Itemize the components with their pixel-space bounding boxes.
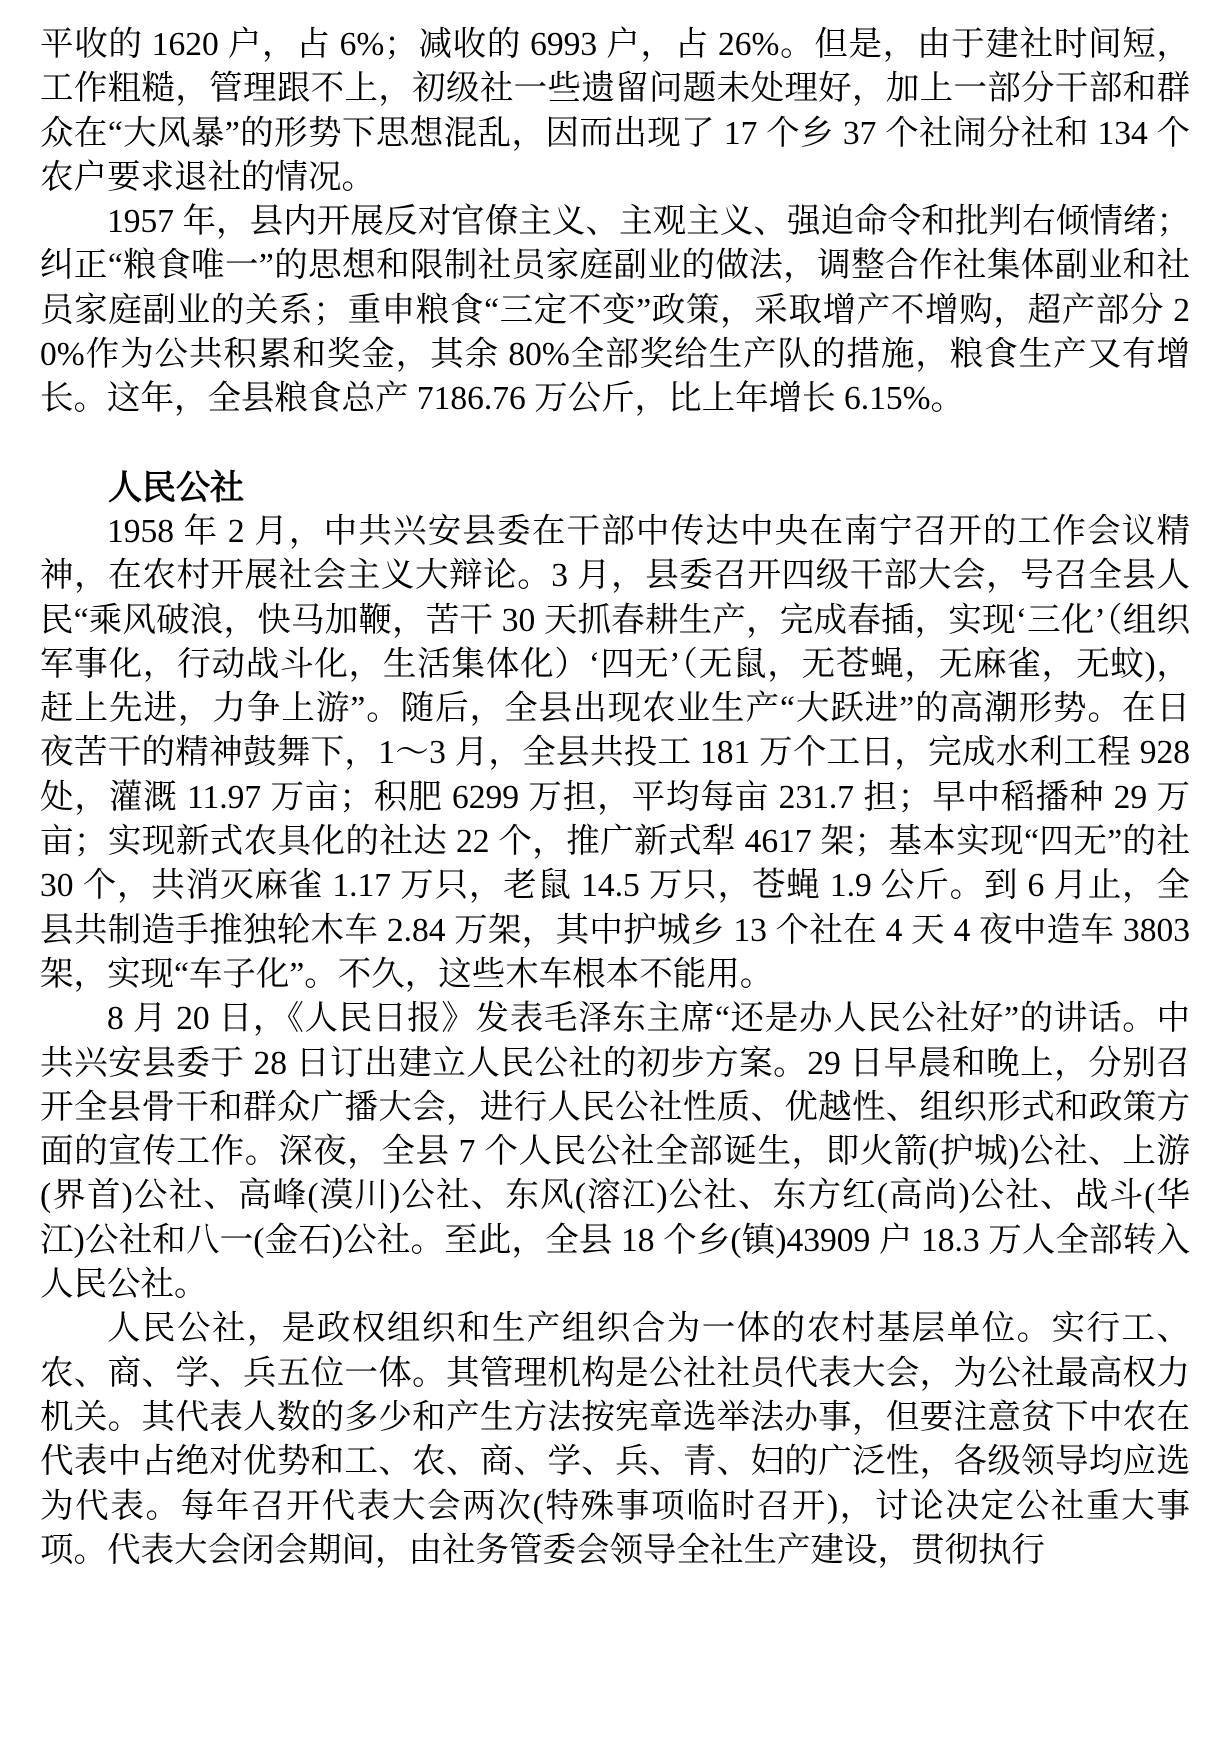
- paragraph-commune-organization: 人民公社，是政权组织和生产组织合为一体的农村基层单位。实行工、农、商、学、兵五位一体。其管理机构是公社社员代表大会，为公社最高权力机关。其代表人数的多少和产生方法按宪章选举法办事，但要注意贫下中农在代表中占绝对优势和工、农、商、学、兵、青、妇的广泛性，各级领导均应选为代表。每年召开代表大会两次(特殊事项临时召开)，讨论决定公社重大事项。代表大会闭会期间，由社务管委会领导全社生产建设，贯彻执行: [40, 1310, 1190, 1569]
- section-heading-peoples-commune: 人民公社: [108, 468, 244, 507]
- paragraph-aug-20-commune-founding: 8 月 20 日，《人民日报》发表毛泽东主席“还是办人民公社好”的讲话。中共兴安县委于 28 日订出建立人民公社的初步方案。29 日早晨和晚上，分别召开全县骨干和群众广播大会，进行人民公社性质、优越性、组织形式和政策方面的宣传工作。深夜，全县 7 个人民公社全部诞生，即火箭(护城)公社、上游(界首)公社、高峰(漠川)公社、东风(溶江)公社、东方红(高尚)公社、战斗(华江)公社和八一(金石)公社。至此，全县 18 个乡(镇)43909 户 18.3 万人全部转入人民公社。: [40, 1000, 1190, 1304]
- paragraph-1957-policies: 1957 年，县内开展反对官僚主义、主观主义、强迫命令和批判右倾情绪；纠正“粮食唯一”的思想和限制社员家庭副业的做法，调整合作社集体副业和社员家庭副业的关系；重申粮食“三定不变”政策，采取增产不增购，超产部分 20%作为公共积累和奖金，其余 80%全部奖给生产队的措施，粮食生产又有增长。这年，全县粮食总产 7186.76 万公斤，比上年增长 6.15%。: [40, 203, 1190, 418]
- paragraph-1958-great-leap: 1958 年 2 月，中共兴安县委在干部中传达中央在南宁召开的工作会议精神，在农村开展社会主义大辩论。3 月，县委召开四级干部大会，号召全县人民“乘风破浪，快马加鞭，苦干 30 天抓春耕生产，完成春插，实现‘三化’（组织军事化，行动战斗化，生活集体化）‘四无’（无鼠，无苍蝇，无麻雀，无蚊)，赶上先进，力争上游”。随后，全县出现农业生产“大跃进”的高潮形势。在日夜苦干的精神鼓舞下，1～3 月，全县共投工 181 万个工日，完成水利工程 928 处，灌溉 11.97 万亩；积肥 6299 万担，平均每亩 231.7 担；早中稻播种 29 万亩；实现新式农具化的社达 22 个，推广新式犁 4617 架；基本实现“四无”的社 30 个，共消灭麻雀 1.17 万只，老鼠 14.5 万只，苍蝇 1.9 公斤。到 6 月止，全县共制造手推独轮木车 2.84 万架，其中护城乡 13 个社在 4 天 4 夜中造车 3803 架，实现“车子化”。不久，这些木车根本不能用。: [40, 512, 1190, 993]
- paragraph-household-stats-continuation: 平收的 1620 户，占 6%；减收的 6993 户，占 26%。但是，由于建社时间短，工作粗糙，管理跟不上，初级社一些遗留问题未处理好，加上一部分干部和群众在“大风暴”的形势下思想混乱，因而出现了 17 个乡 37 个社闹分社和 134 个农户要求退社的情况。: [40, 26, 1190, 196]
